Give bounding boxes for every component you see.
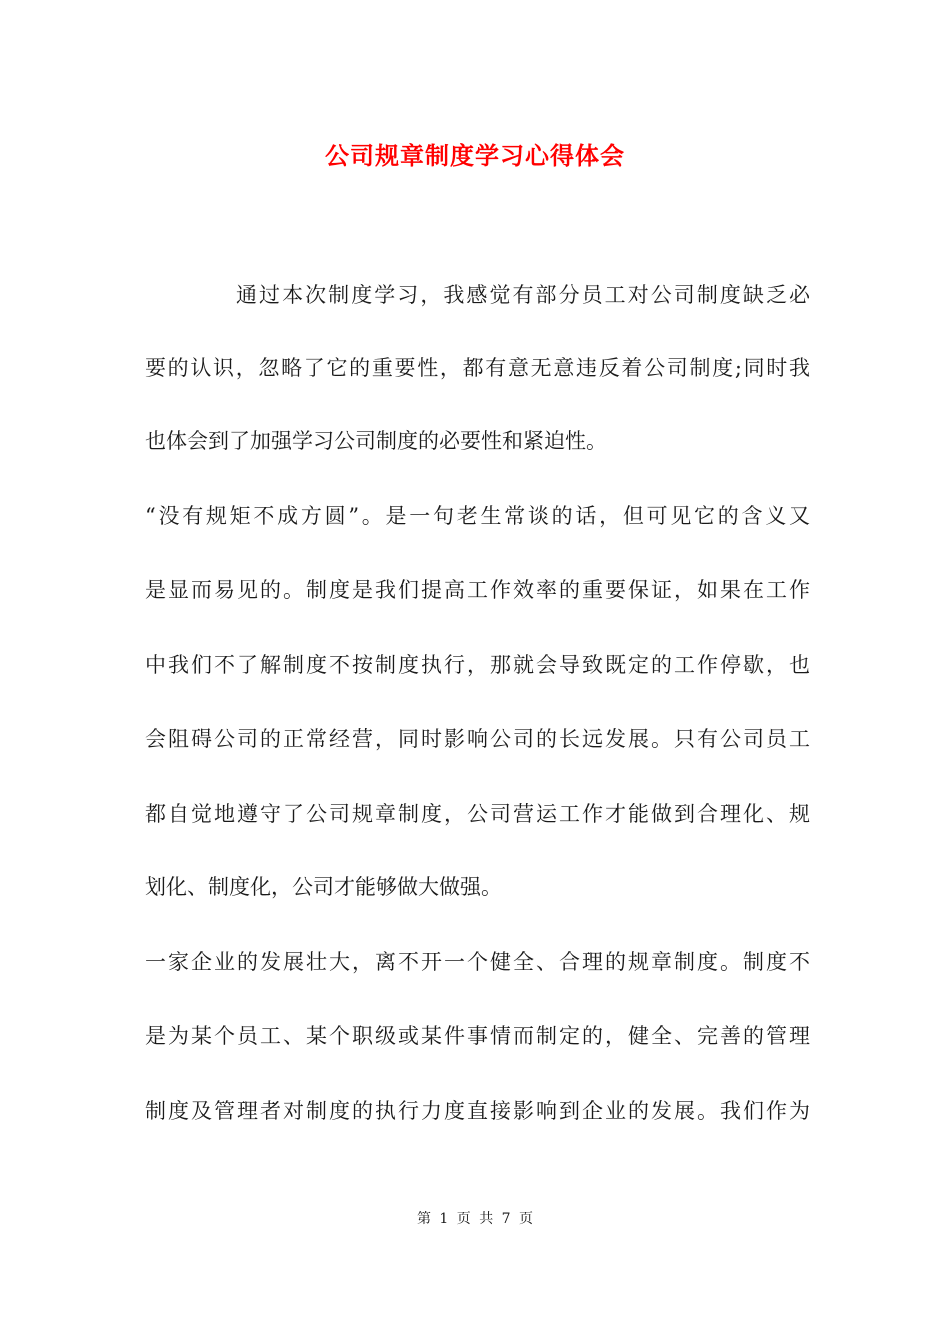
paragraph-line: 划化、制度化，公司才能够做大做强。 [145,875,502,899]
paragraph-line: 是显而易见的。制度是我们提高工作效率的重要保证，如果在工作 [145,578,810,602]
document-title: 公司规章制度学习心得体会 [325,141,625,170]
paragraph-line: 是为某个员工、某个职级或某件事情而制定的，健全、完善的管理 [145,1024,810,1048]
paragraph-line: 也体会到了加强学习公司制度的必要性和紧迫性。 [145,429,607,453]
paragraph-line: 都自觉地遵守了公司规章制度，公司营运工作才能做到合理化、规 [145,802,810,826]
page-number-footer: 第 1 页 共 7 页 [416,1211,534,1227]
paragraph-line: 中我们不了解制度不按制度执行，那就会导致既定的工作停歇，也 [145,653,810,677]
paragraph-line: 制度及管理者对制度的执行力度直接影响到企业的发展。我们作为 [145,1099,810,1123]
paragraph-line: 会阻碍公司的正常经营，同时影响公司的长远发展。只有公司员工 [145,727,810,751]
paragraph-line: 通过本次制度学习，我感觉有部分员工对公司制度缺乏必 [236,283,810,307]
paragraph-line: “没有规矩不成方圆”。是一句老生常谈的话，但可见它的含义又 [145,504,810,528]
paragraph-line: 一家企业的发展壮大，离不开一个健全、合理的规章制度。制度不 [145,950,810,974]
paragraph-line: 要的认识，忽略了它的重要性，都有意无意违反着公司制度;同时我 [145,356,810,380]
